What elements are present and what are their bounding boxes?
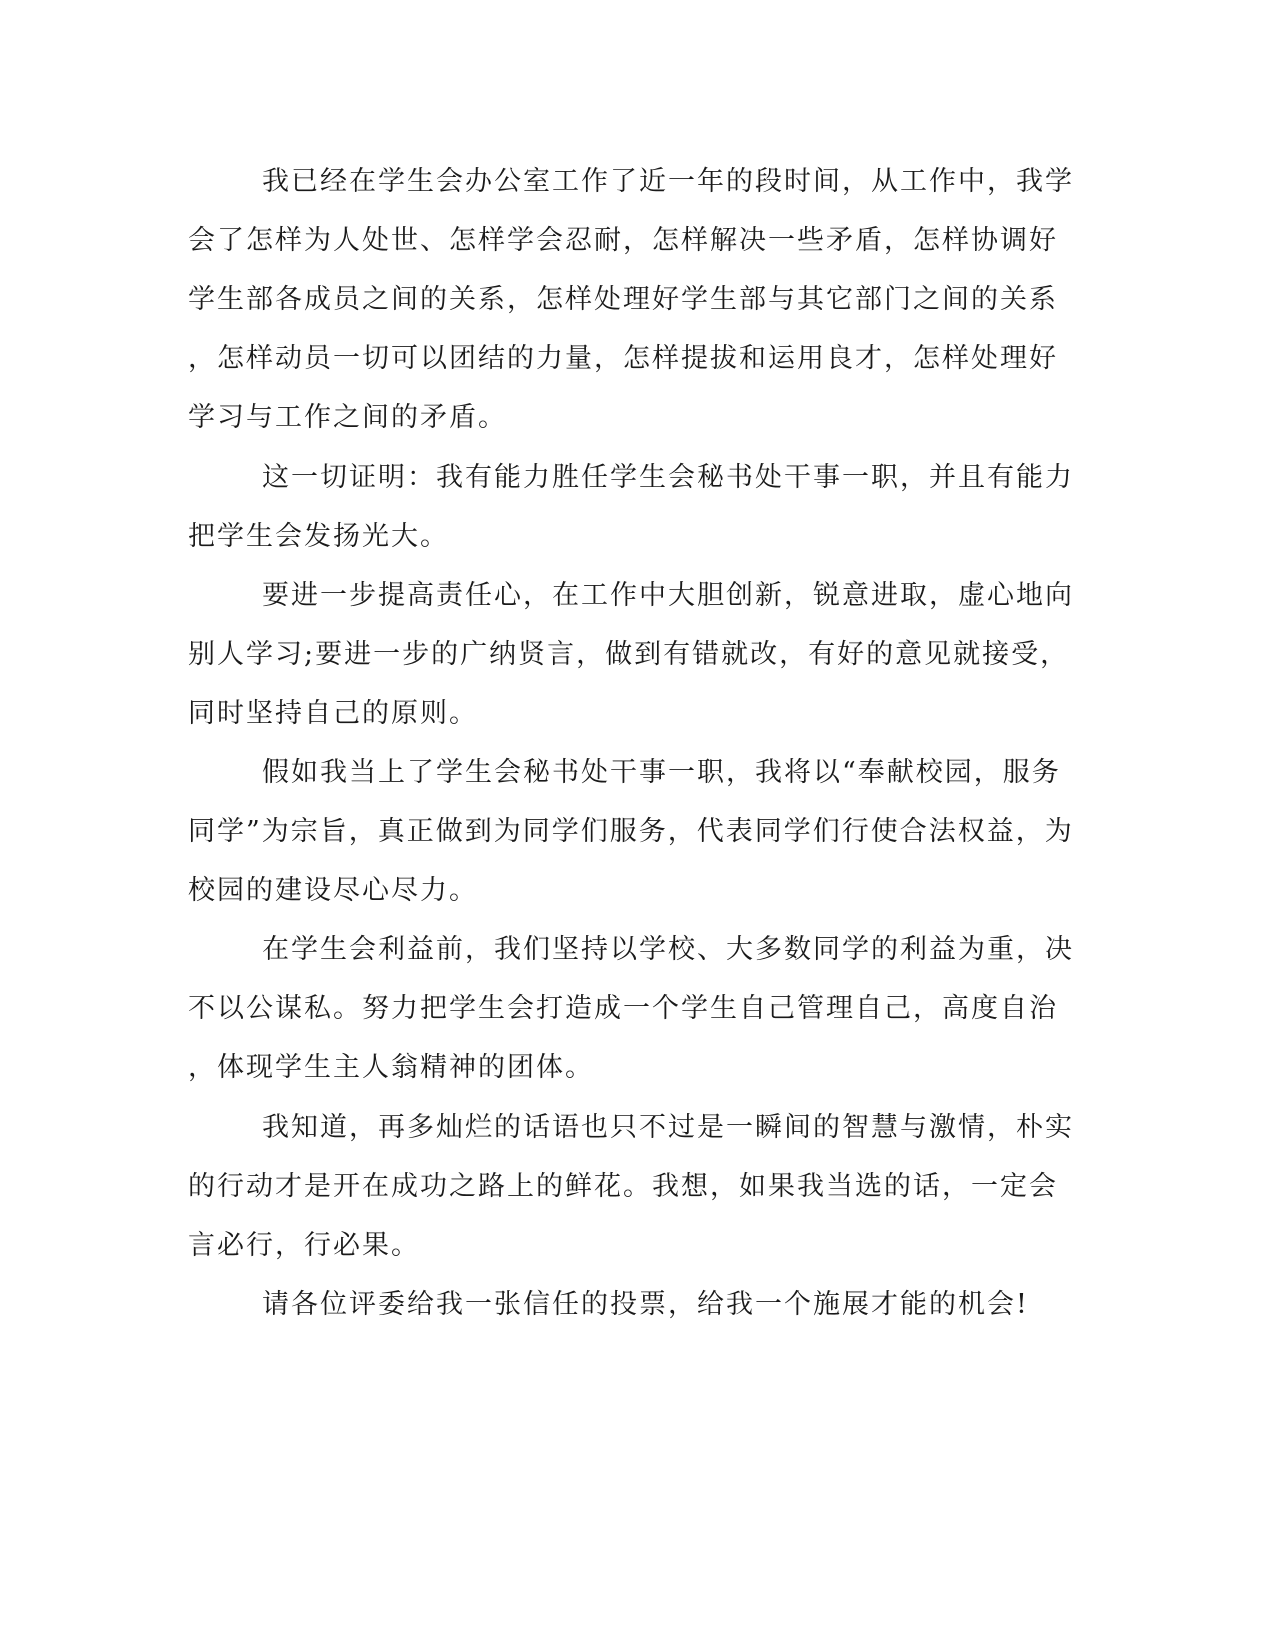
paragraph-1-line-5: 学习与工作之间的矛盾。: [188, 402, 507, 433]
paragraph-3-line-2: 别人学习;要进一步的广纳贤言，做到有错就改，有好的意见就接受，: [188, 639, 1070, 670]
paragraph-6-line-1: 我知道，再多灿烂的话语也只不过是一瞬间的智慧与激情，朴实: [262, 1112, 1074, 1143]
paragraph-3-line-1: 要进一步提高责任心，在工作中大胆创新，锐意进取，虚心地向: [262, 580, 1074, 611]
paragraph-5-line-3: ，体现学生主人翁精神的团体。: [188, 1052, 594, 1083]
paragraph-6-line-2: 的行动才是开在成功之路上的鲜花。我想，如果我当选的话，一定会: [188, 1171, 1058, 1202]
paragraph-7-line-1: 请各位评委给我一张信任的投票，给我一个施展才能的机会!: [262, 1289, 1029, 1320]
paragraph-2-line-2: 把学生会发扬光大。: [188, 521, 449, 552]
paragraph-1-line-4: ，怎样动员一切可以团结的力量，怎样提拔和运用良才，怎样处理好: [188, 343, 1058, 374]
paragraph-1-line-2: 会了怎样为人处世、怎样学会忍耐，怎样解决一些矛盾，怎样协调好: [188, 225, 1058, 256]
paragraph-6-line-3: 言必行，行必果。: [188, 1230, 420, 1261]
paragraph-3-line-3: 同时坚持自己的原则。: [188, 698, 478, 729]
paragraph-4-line-3: 校园的建设尽心尽力。: [188, 875, 478, 906]
paragraph-1-line-1: 我已经在学生会办公室工作了近一年的段时间，从工作中，我学: [262, 166, 1074, 197]
paragraph-2-line-1: 这一切证明：我有能力胜任学生会秘书处干事一职，并且有能力: [262, 462, 1074, 493]
paragraph-5-line-1: 在学生会利益前，我们坚持以学校、大多数同学的利益为重，决: [262, 934, 1074, 965]
paragraph-4-line-1: 假如我当上了学生会秘书处干事一职，我将以“奉献校园，服务: [262, 757, 1061, 788]
paragraph-1-line-3: 学生部各成员之间的关系，怎样处理好学生部与其它部门之间的关系: [188, 284, 1058, 315]
paragraph-4-line-2: 同学”为宗旨，真正做到为同学们服务，代表同学们行使合法权益，为: [188, 816, 1074, 847]
paragraph-5-line-2: 不以公谋私。努力把学生会打造成一个学生自己管理自己，高度自治: [188, 993, 1058, 1024]
